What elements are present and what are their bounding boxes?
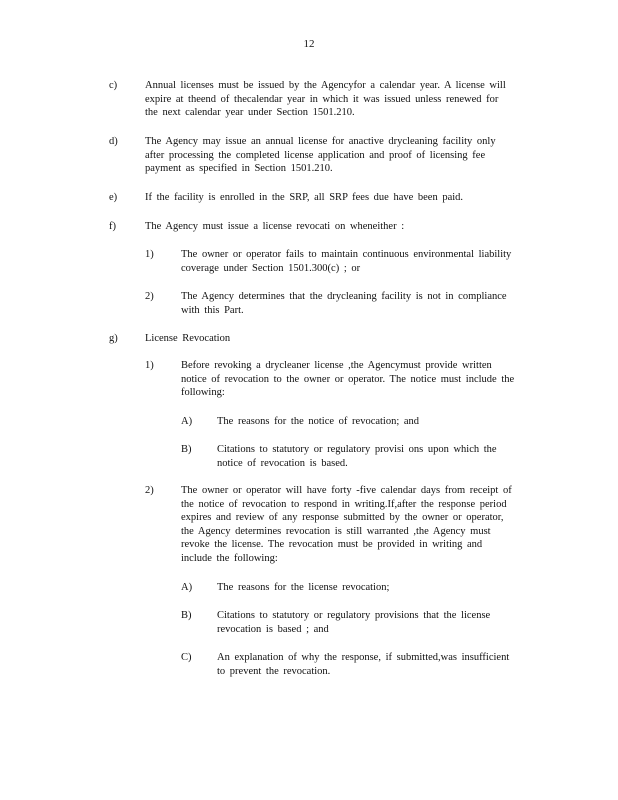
subitem-label-g-1-b: B) bbox=[181, 444, 192, 455]
text-line: revoke the license. The revocation must be provided in writing and bbox=[181, 539, 483, 550]
text-line: Annual licenses must be issued by the Agencyfor a calendar year. A license will bbox=[145, 80, 506, 91]
text-line: after processing the completed license application and proof of licensing fee bbox=[145, 149, 486, 161]
subitem-label-g-2-a: A) bbox=[181, 582, 193, 593]
text-line: revocation is based ; and bbox=[217, 623, 329, 635]
text-line: The Agency may issue an annual license for anactive drycleaning facility only bbox=[145, 136, 496, 147]
section-d-text bbox=[145, 135, 496, 176]
section-label-d: d) bbox=[109, 136, 118, 147]
subitem-g-1-b-text bbox=[217, 443, 497, 470]
subitem-label-g-2-b: B) bbox=[181, 610, 192, 621]
section-c-text bbox=[145, 79, 506, 120]
text-line: to prevent the revocation. bbox=[217, 665, 331, 677]
text-line: The reasons for the license revocation; bbox=[217, 582, 390, 593]
text-line: following: bbox=[181, 387, 225, 398]
text-line: The Agency determines that the drycleaning facility is not in compliance bbox=[181, 291, 507, 302]
subitem-g-1-a-text bbox=[217, 415, 419, 429]
text-line: notice of revocation to the owner or operator. The notice must include the bbox=[181, 373, 515, 385]
text-line: An explanation of why the response, if submitted,was insufficient bbox=[217, 652, 510, 663]
item-label-g-2: 2) bbox=[145, 485, 154, 496]
text-line: notice of revocation is based. bbox=[217, 457, 348, 469]
section-g-heading bbox=[145, 332, 230, 346]
page-number: 12 bbox=[303, 38, 315, 50]
text-line: License Revocation bbox=[145, 333, 231, 344]
section-label-c: c) bbox=[109, 80, 118, 91]
text-line: Citations to statutory or regulatory provisi ons upon which the bbox=[217, 444, 497, 455]
text-line: expires and review of any response submitted by the owner or operator, bbox=[181, 512, 504, 523]
section-e-text bbox=[145, 191, 463, 205]
text-line: coverage under Section 1501.300(c) ; or bbox=[181, 262, 361, 274]
text-line: the next calendar year under Section 1501.210. bbox=[145, 107, 355, 118]
item-label-f-1: 1) bbox=[145, 249, 154, 260]
item-label-f-2: 2) bbox=[145, 291, 154, 302]
text-line: The owner or operator fails to maintain continuous environmental liability bbox=[181, 249, 512, 260]
section-label-e: e) bbox=[109, 192, 118, 203]
text-line: expire at theend of thecalendar year in which it was issued unless renewed for bbox=[145, 93, 499, 105]
item-g-1-text bbox=[181, 359, 514, 400]
item-f-1-text bbox=[181, 248, 511, 275]
section-f-text bbox=[145, 220, 404, 234]
subitem-label-g-2-c: C) bbox=[181, 652, 192, 663]
text-line: If the facility is enrolled in the SRP, all SRP fees due have been paid. bbox=[145, 192, 464, 203]
subitem-label-g-1-a: A) bbox=[181, 416, 193, 427]
subitem-g-2-a-text bbox=[217, 581, 389, 595]
text-line: The owner or operator will have forty -five calendar days from receipt of bbox=[181, 485, 512, 496]
item-f-2-text bbox=[181, 290, 507, 317]
section-label-f: f) bbox=[109, 221, 116, 232]
text-line: include the following: bbox=[181, 552, 278, 564]
text-line: payment as specified in Section 1501.210. bbox=[145, 163, 333, 174]
text-line: The reasons for the notice of revocation; and bbox=[217, 416, 420, 427]
text-line: Citations to statutory or regulatory provisions that the license bbox=[217, 610, 491, 621]
section-label-g: g) bbox=[109, 333, 118, 344]
item-g-2-text bbox=[181, 484, 512, 565]
subitem-g-2-c-text bbox=[217, 651, 509, 678]
text-line: the Agency determines revocation is still warranted ,the Agency must bbox=[181, 525, 491, 537]
text-line: The Agency must issue a license revocati on wheneither : bbox=[145, 221, 405, 232]
item-label-g-1: 1) bbox=[145, 360, 154, 371]
text-line: Before revoking a drycleaner license ,the Agencymust provide written bbox=[181, 360, 492, 371]
text-line: the notice of revocation to respond in writing.If,after the response period bbox=[181, 498, 507, 510]
text-line: with this Part. bbox=[181, 304, 244, 316]
subitem-g-2-b-text bbox=[217, 609, 490, 636]
